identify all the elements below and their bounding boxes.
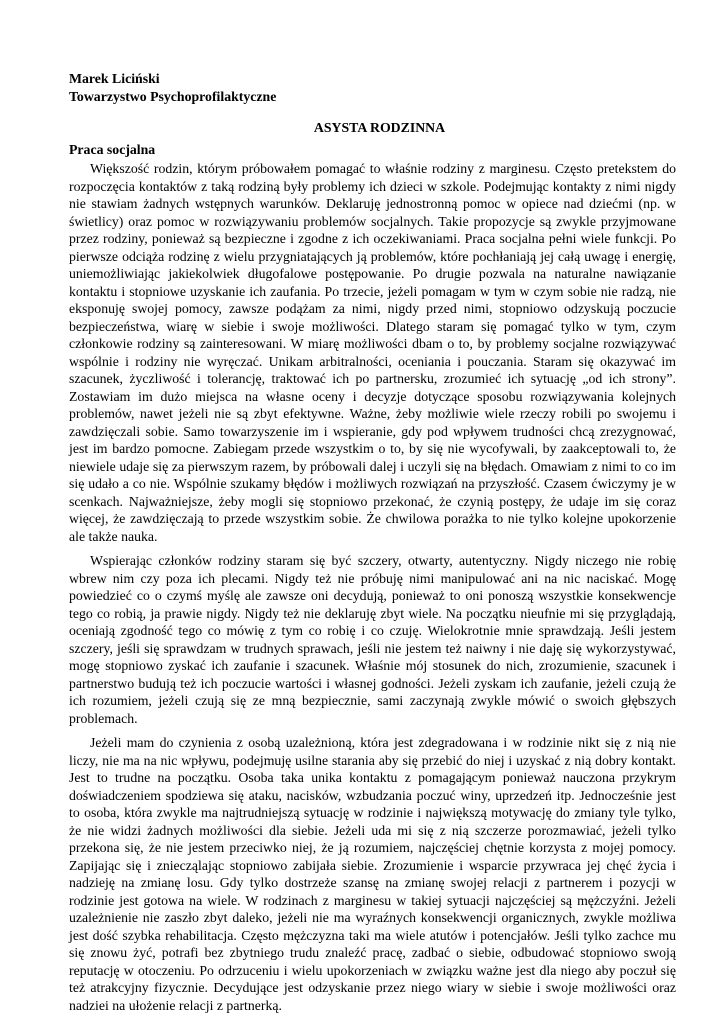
author-name: Marek Liciński [69,71,160,86]
document-page [69,70,676,1021]
body-paragraph-3: Jeżeli mam do czynienia z osobą uzależnioną, która jest zdegradowana i w rodzinie nikt się z nią nie liczy, nie ma na nic wpływu, podejmuję usilne starania aby się przebić do niej i uzyskać z nią dobry kontakt. Jest to trudne na początku. Osoba taka unika kontaktu z pomagającym ponieważ nauczona przykrym doświadczeniem spodziewa się ataku, nacisków, wzbudzania poczuć winy, uprzedzeń itp. Jednocześnie jest to osoba, która zwykle ma najtrudniejszą sytuację w rodzinie i największą motywację do zmiany tyle tylko, że nie widzi żadnych możliwości dla siebie. Jeżeli uda mi się z nią szczerze porozmawiać, jeżeli tylko przekona się, że nie jestem przeciwko niej, że ją rozumiem, najczęściej chętnie korzysta z mojej pomocy. Zapijając się i zniecząlając stopniowo zabijała siebie. Zrozumienie i wsparcie przywraca jej chęć życia i nadzieję na zmianę losu. Gdy tylko dostrzeże szansę na zmianę swojej relacji z partnerem i pozycji w rodzinie jest gotowa na wiele. W rodzinach z marginesu w takiej sytuacji najczęściej są mężczyźni. Jeżeli uzależnienie nie zaszło zbyt daleko, jeżeli nie ma wyraźnych konsekwencji organicznych, zwykle możliwa jest dość szybka rehabilitacja. Często mężczyzna taki ma wiele atutów i potencjałów. Jeśli tylko zachce mu się znowu żyć, potrafi bez zbytniego trudu znaleźć pracę, zadbać o siebie, odbudować stopniowo swoją reputację w otoczeniu. Po odrzuceniu i wielu upokorzeniach w związku ważne jest dla niego aby poczuł się też atrakcyjny fizycznie. Decydujące jest odzyskanie przez niego wiary w siebie i swoje możliwości oraz nadziei na ułożenie relacji z partnerką. [69,735,676,1013]
document-title: ASYSTA RODZINNA [313,120,446,135]
organization-name: Towarzystwo Psychoprofilaktyczne [69,88,277,104]
section-heading: Praca socjalna [69,141,156,157]
body-paragraph-1: Większość rodzin, którym próbowałem pomagać to właśnie rodziny z marginesu. Często pretekstem do rozpoczęcia kontaktów z taką rodziną były problemy ich dzieci w szkole. Podejmując kontakty z nimi nigdy nie stawiam żadnych wstępnych warunków. Deklaruję jednostronną pomoc w opiece nad dziećmi (np. w świetlicy) oraz pomoc w rozwiązywaniu problemów socjalnych. Takie propozycje są zwykle przyjmowane przez rodziny, ponieważ są bezpieczne i zgodne z ich oczekiwaniami. Praca socjalna pełni wiele funkcji. Po pierwsze odciąża rodzinę z wielu przygniatających ją problemów, które pochłaniają jej całą uwagę i energię, uniemożliwiając jakiekolwiek długofalowe postępowanie. Po drugie pozwala na naturalne nawiązanie kontaktu i stopniowe uzyskanie ich zaufania. Po trzecie, jeżeli pomagam w tym w czym sobie nie radzą, nie eksponuję swojej pomocy, zawsze podążam za nimi, nigdy przed nimi, stopniowo odzyskują poczucie bezpieczeństwa, wiarę w siebie i swoje możliwości. Dlatego staram się pomagać tylko w tym, czym członkowie rodziny są zainteresowani. W miarę możliwości dbam o to, by problemy socjalne rozwiązywać wspólnie i rodziny nie wyręczać. Unikam arbitralności, oceniania i pouczania. Staram się okazywać im szacunek, życzliwość i tolerancję, traktować ich po partnersku, zrozumieć ich sytuację „od ich strony”. Zostawiam im dużo miejsca na własne oceny i decyzje dotyczące sposobu rozwiązywania kolejnych problemów, nawet jeżeli nie są zbyt efektywne. Ważne, żeby możliwie wiele rzeczy robili po swojemu i zawdzięczali sobie. Samo towarzyszenie im i wspieranie, gdy pod wpływem trudności chcą zrezygnować, jest im bardzo pomocne. Zabiegam przede wszystkim o to, by się nie wycofywali, by zaakceptowali to, że niewiele udaje się za pierwszym razem, by próbowali dalej i uczyli się na błędach. Omawiam z nimi to co im się udało a co nie. Wspólnie szukamy błędów i możliwych rozwiązań na przyszłość. Czasem ćwiczymy je w scenkach. Najważniejsze, żeby mogli się stopniowo przekonać, że czynią postępy, że udaje im się coraz więcej, że zawdzięczają to przede wszystkim sobie. Że chwilowa porażka to nie tylko kolejne upokorzenie ale także nauka. [69,161,676,544]
body-paragraph-2: Wspierając członków rodziny staram się być szczery, otwarty, autentyczny. Nigdy niczego nie robię wbrew nim czy poza ich plecami. Nigdy też nie próbuję nimi manipulować ani na nic naciskać. Mogę powiedzieć co o czymś myślę ale zawsze oni decydują, ponieważ to oni ponoszą wszystkie konsekwencje tego co robią, ja prawie nigdy. Nigdy też nie deklaruję zbyt wiele. Na początku nieufnie mi się przyglądają, oceniają zgodność tego co mówię z tym co robię i co czuję. Wielokrotnie mnie sprawdzają. Jeśli jestem szczery, jeśli się sprawdzam w trudnych sprawach, jeśli nie jestem też naiwny i nie daję się wykorzystywać, mogę stopniowo zyskać ich zaufanie i szacunek. Właśnie mój stosunek do nich, zrozumienie, szacunek i partnerstwo budują też ich poczucie wartości i własnej godności. Jeżeli zyskam ich zaufanie, jeżeli czują że ich rozumiem, jeżeli czują się ze mną bezpiecznie, sami zaczynają zwykle mówić o swoich głębszych problemach. [69,553,676,726]
